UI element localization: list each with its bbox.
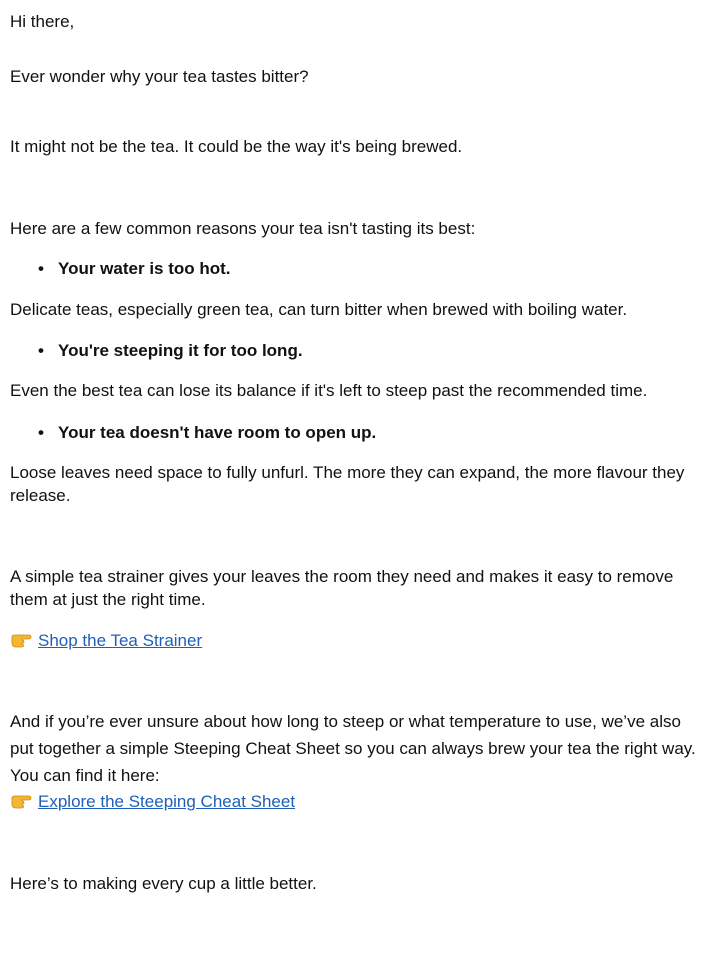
cheatsheet-pitch: And if you’re ever unsure about how long to steep or what temperature to use, we’ve also put together a simple Steeping Cheat Sheet so you can always brew your tea the right way. You can find it here: [10,712,696,785]
reasons-lead: Here are a few common reasons your tea isn't tasting its best: [10,219,476,238]
reason-heading-steeping [38,339,688,362]
cheatsheet-link-row [10,790,700,813]
signoff: Here’s to making every cup a little better. [10,874,317,893]
backhand-index-pointing-right-icon [10,792,34,810]
bullet-icon: • [38,341,44,360]
reason-heading-text: Your water is too hot. [58,259,231,278]
greeting: Hi there, [10,12,75,31]
strainer-link-row [10,629,700,652]
bullet-icon: • [38,259,44,278]
reason-heading-water [38,257,688,280]
reason-heading-room [38,421,688,444]
reason-heading-text: Your tea doesn't have room to open up. [58,423,377,442]
intro-paragraph: It might not be the tea. It could be the way it's being brewed. [10,137,463,156]
reason-detail-water: Delicate teas, especially green tea, can turn bitter when brewed with boiling water. [10,300,628,319]
bullet-icon: • [38,423,44,442]
reason-heading-text: You're steeping it for too long. [58,341,303,360]
hook-question: Ever wonder why your tea tastes bitter? [10,67,309,86]
strainer-pitch: A simple tea strainer gives your leaves the room they need and makes it easy to remove them at just the right time. [10,567,674,609]
explore-cheat-sheet-link[interactable]: Explore the Steeping Cheat Sheet [38,792,296,811]
shop-tea-strainer-link[interactable]: Shop the Tea Strainer [38,631,203,650]
backhand-index-pointing-right-icon [10,631,34,649]
reason-detail-steeping: Even the best tea can lose its balance if it's left to steep past the recommended time. [10,381,648,400]
reason-detail-room: Loose leaves need space to fully unfurl. The more they can expand, the more flavour they release. [10,463,685,505]
